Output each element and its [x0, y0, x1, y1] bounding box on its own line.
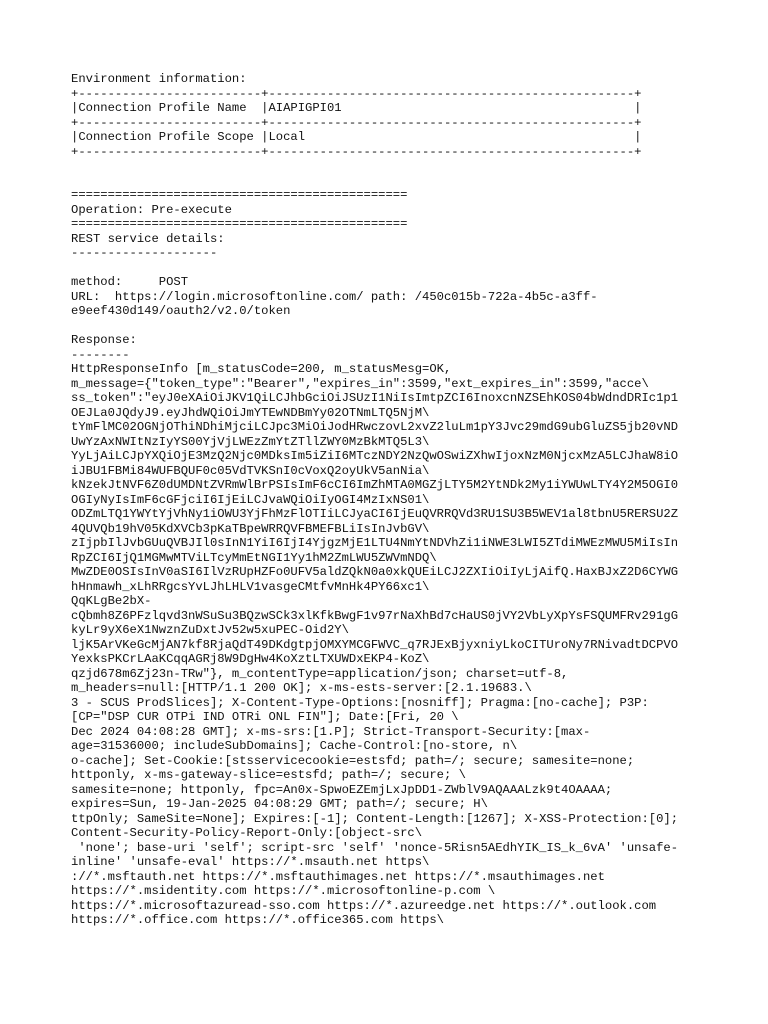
response-line: OEJLa0JQdyJ9.eyJhdWQiOiJmYTEwNDBmYy02OTNmLTQ5NjM\ — [71, 405, 430, 420]
response-line: YexksPKCrLAaKCqqAGRj8W9DgHw4KoXztLTXUWDxEKP4-KoZ\ — [71, 652, 430, 666]
response-line: samesite=none; httponly, fpc=An0x-SpwoEZEmjLxJpDD1-ZWblV9AQAAALzk9t4OAAAA; — [71, 782, 613, 797]
response-line: https://*.office.com https://*.office365.com https\ — [71, 913, 444, 927]
response-body — [71, 362, 761, 928]
spacer — [71, 261, 761, 276]
response-line: ODZmLTQ1YWYtYjVhNy1iOWU3YjFhMzFlOTIiLCJyaCI6IjEuQVRRQVd3RU1SU3B5WEV1al8tbnU5RERSU2Z — [71, 507, 679, 521]
response-line: QqKLgBe2bX- — [71, 594, 152, 608]
spacer — [71, 159, 761, 188]
table-border: +-------------------------+--------------------------------------------------+ — [71, 115, 642, 130]
response-line: OGIyNyIsImF6cGFjciI6IjEiLCJvaWQiOiIyOGI4MzIxNS01\ — [71, 492, 430, 507]
response-line: kNzekJtNVF6Z0dUMDNtZVRmWlBrPSIsImF6cCI6ImZhMTA0MGZjLTY5M2YtNDk2My1iYWUwLTY4Y2M5OGI0 — [71, 478, 679, 492]
operation-label: Operation: Pre-execute — [71, 202, 232, 217]
response-line: o-cache]; Set-Cookie:[stsservicecookie=estsfd; path=/; secure; samesite=none; — [71, 753, 635, 768]
table-row-profile-scope: |Connection Profile Scope |Local | — [71, 130, 642, 144]
response-line: 3 - SCUS ProdSlices]; X-Content-Type-Options:[nosniff]; Pragma:[no-cache]; P3P: — [71, 695, 649, 710]
response-line: [CP="DSP CUR OTPi IND OTRi ONL FIN"]; Date:[Fri, 20 \ — [71, 710, 459, 724]
response-line: m_headers=null:[HTTP/1.1 200 OK]; x-ms-ests-server:[2.1.19683.\ — [71, 681, 532, 695]
response-line: YyLjAiLCJpYXQiOjE3MzQ2Njc0MDksIm5iZiI6MTczNDY2NzQwOSwiZXhwIjoxNzM0NjcxMzA5LCJhaW8iO — [71, 449, 679, 463]
response-line: qzjd678m6Zj23n-TRw"}, m_contentType=application/json; charset=utf-8, — [71, 666, 569, 681]
table-border: +-------------------------+--------------------------------------------------+ — [71, 144, 642, 159]
response-line: kyLr9yX6eX1NwznZuDxtJv52w5xuPEC-Oid2Y\ — [71, 623, 349, 637]
response-line: httponly, x-ms-gateway-slice=estsfd; path=/; secure; \ — [71, 768, 466, 782]
separator-line: ============================================== — [71, 217, 408, 231]
table-border: +-------------------------+--------------------------------------------------+ — [71, 86, 642, 101]
spacer — [71, 319, 761, 334]
response-line: iJBU1FBMi84WUFBQUF0c05VdTVKSnI0cVoxQ2oyUkV5anNia\ — [71, 463, 430, 478]
response-line: RpZCI6IjQ1MGMwMTViLTcyMmEtNGI1Yy1hM2ZmLWU5ZWVmNDQ\ — [71, 550, 437, 565]
rest-underline: -------------------- — [71, 246, 218, 260]
log-document — [71, 72, 761, 928]
response-line: inline' 'unsafe-eval' https://*.msauth.net https\ — [71, 855, 430, 869]
url-line: e9eef430d149/oauth2/v2.0/token — [71, 304, 291, 318]
response-line: 4QUVQb19hV05KdXVCb3pKaTBpeWRRQVFBMEFBLiIsInJvbGV\ — [71, 521, 430, 536]
response-line: m_message={"token_type":"Bearer","expires_in":3599,"ext_expires_in":3599,"acce\ — [71, 376, 649, 391]
response-line: HttpResponseInfo [m_statusCode=200, m_statusMesg=OK, — [71, 362, 452, 376]
response-heading: Response: — [71, 333, 137, 347]
separator-line: ============================================== — [71, 188, 408, 202]
response-line: https://*.msidentity.com https://*.microsoftonline-p.com \ — [71, 884, 496, 898]
response-line: ttpOnly; SameSite=None]; Expires:[-1]; Content-Length:[1267]; X-XSS-Protection:[0]; — [71, 811, 679, 826]
response-line: age=31536000; includeSubDomains]; Cache-Control:[no-store, n\ — [71, 739, 518, 753]
response-line: zIjpbIlJvbGUuQVBJIl0sInN1YiI6IjI4YjgzMjE1LTU4NmYtNDVhZi1iNWE3LWI5ZTdiMWEzMWU5MiIsIn — [71, 536, 679, 550]
response-line: expires=Sun, 19-Jan-2025 04:08:29 GMT; path=/; secure; H\ — [71, 797, 488, 811]
response-line: hHnmawh_xLhRRgcsYvLJhLHLV1vasgeCMtfvMnHk4PY66xc1\ — [71, 579, 430, 594]
response-line: cQbmh8Z6PFzlqvd3nWSuSu3BQzwSCk3xlKfkBwgF1v97rNaXhBd7cHaUS0jVY2VbLyXpYsFSQUMFRv291gG — [71, 608, 679, 623]
environment-heading: Environment information: — [71, 72, 247, 86]
response-line: Dec 2024 04:08:28 GMT]; x-ms-srs:[1.P]; Strict-Transport-Security:[max- — [71, 724, 591, 739]
response-line: https://*.microsoftazuread-sso.com https://*.azureedge.net https://*.outlook.com — [71, 898, 657, 913]
response-underline: -------- — [71, 347, 130, 362]
rest-heading: REST service details: — [71, 231, 225, 246]
response-line: MwZDE0OSIsInV0aSI6IlVzRUpHZFo0UFV5aldZQkN0a0xkQUEiLCJ2ZXIiOiIyLjAifQ.HaxBJxZ2D6CYWG — [71, 565, 679, 579]
response-line: ljK5ArVKeGcMjAN7kf8RjaQdT49DKdgtpjOMXYMCGFWVC_q7RJExBjyxniyLkoCITUroNy7RNivadtDCPVO — [71, 637, 679, 652]
url-line: URL: https://login.microsoftonline.com/ path: /450c015b-722a-4b5c-a3ff- — [71, 289, 598, 304]
response-line: UwYzAxNWItNzIyYS00YjVjLWEzZmYtZTllZWY0MzBkMTQ5L3\ — [71, 434, 430, 449]
response-line: 'none'; base-uri 'self'; script-src 'self' 'nonce-5Risn5AEdhYIK_IS_k_6vA' 'unsafe- — [71, 840, 679, 855]
response-line: ://*.msftauth.net https://*.msftauthimages.net https://*.msauthimages.net — [71, 869, 605, 884]
response-line: Content-Security-Policy-Report-Only:[object-src\ — [71, 826, 423, 840]
method-line: method: POST — [71, 275, 189, 289]
response-line: tYmFlMC02OGNjOThiNDhiMjciLCJpc3MiOiJodHRwczovL2xvZ2luLm1pY3Jvc29mdG9ubGluZS5jb20vND — [71, 420, 679, 434]
response-line: ss_token":"eyJ0eXAiOiJKV1QiLCJhbGciOiJSUzI1NiIsImtpZCI6InoxcnNZSEhKOS04bWdndDRIc1p1 — [71, 391, 679, 405]
table-row-profile-name: |Connection Profile Name |AIAPIGPI01 | — [71, 101, 642, 115]
